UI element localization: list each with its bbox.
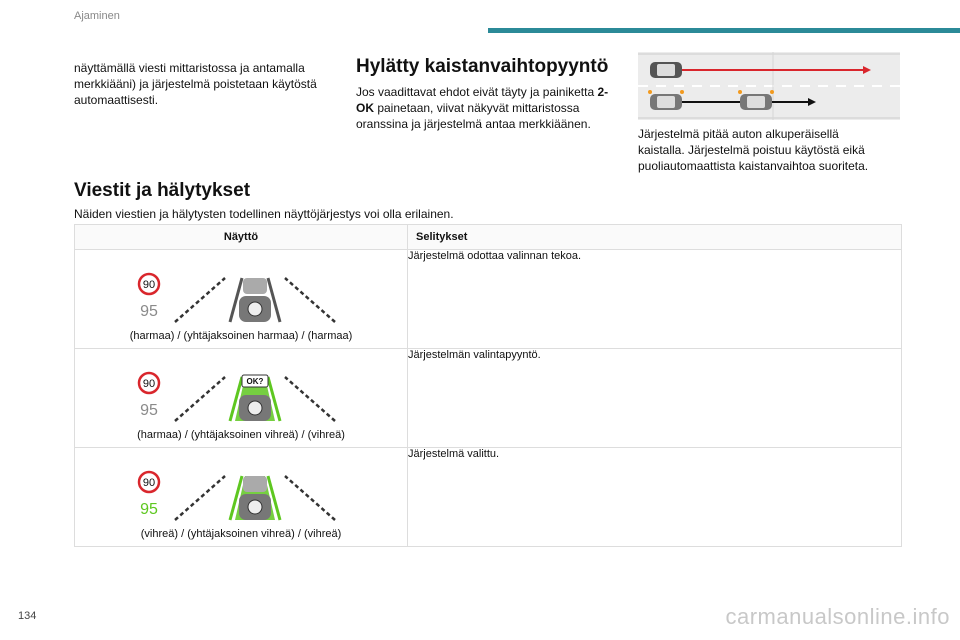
text-fragment: Jos vaadittavat ehdot eivät täyty ja painiketta <box>356 85 598 99</box>
speed-limit-sign-label: 90 <box>142 279 156 291</box>
table-row <box>75 250 902 349</box>
explanation-cell: Järjestelmä odottaa valinnan tekoa. <box>408 250 902 349</box>
section-title-messages: Viestit ja hälytykset <box>74 180 251 201</box>
section-intro: Näiden viestien ja hälytysten todellinen näyttöjärjestys voi olla erilainen. <box>74 207 454 221</box>
set-speed-label: 95 <box>140 501 158 518</box>
table-row <box>75 448 902 547</box>
explanation-cell: Järjestelmän valintapyyntö. <box>408 349 902 448</box>
display-caption: (harmaa) / (yhtäjaksoinen harmaa) / (harmaa) <box>129 330 353 342</box>
set-speed-label: 95 <box>140 402 158 419</box>
button-name-2ok: 2-OK <box>356 85 609 115</box>
table-header-display: Näyttö <box>75 225 408 250</box>
paragraph-keeps-lane: Järjestelmä pitää auton alkuperäisellä kaistalla. Järjestelmä poistuu käytöstä eikä puoliautomaattista kaistanvaihtoa suoriteta. <box>638 127 869 173</box>
set-speed-label: 95 <box>140 303 158 320</box>
section-header: Ajaminen <box>74 10 120 22</box>
display-illustration <box>75 349 407 447</box>
watermark-text: carmanualsonline.info <box>725 604 950 629</box>
explanation-cell: Järjestelmä valittu. <box>408 448 902 547</box>
car-bottom-end <box>740 94 772 110</box>
display-illustration <box>75 250 407 348</box>
car-bottom-start <box>650 94 682 110</box>
display-illustration <box>75 448 407 546</box>
display-caption: (vihreä) / (yhtäjaksoinen vihreä) / (vihreä) <box>140 528 342 540</box>
section-title-rejected-lane-change: Hylätty kaistanvaihtopyyntö <box>356 56 609 77</box>
lane-change-illustration <box>638 52 900 120</box>
table-row <box>75 349 902 448</box>
text-fragment: painetaan, viivat näkyvät mittaristossa oranssina ja järjestelmä antaa merkkiäänen. <box>356 101 591 131</box>
ok-badge-label: OK? <box>246 377 264 386</box>
page-number: 134 <box>18 610 37 622</box>
table-header-explanations: Selitykset <box>408 225 902 250</box>
car-top <box>650 62 682 78</box>
cluster-graphic <box>75 349 391 427</box>
header-accent-bar <box>488 28 960 33</box>
messages-table <box>74 224 902 547</box>
speed-limit-sign-label: 90 <box>142 378 156 390</box>
cluster-graphic <box>75 448 391 526</box>
paragraph-rejected <box>356 84 616 132</box>
speed-limit-sign-label: 90 <box>142 477 156 489</box>
paragraph-continued: näyttämällä viesti mittaristossa ja antamalla merkkiääni) ja järjestelmä poistetaan käytöstä automaattisesti. <box>74 61 317 107</box>
cluster-graphic <box>75 250 391 328</box>
display-caption: (harmaa) / (yhtäjaksoinen vihreä) / (vihreä) <box>137 429 345 441</box>
